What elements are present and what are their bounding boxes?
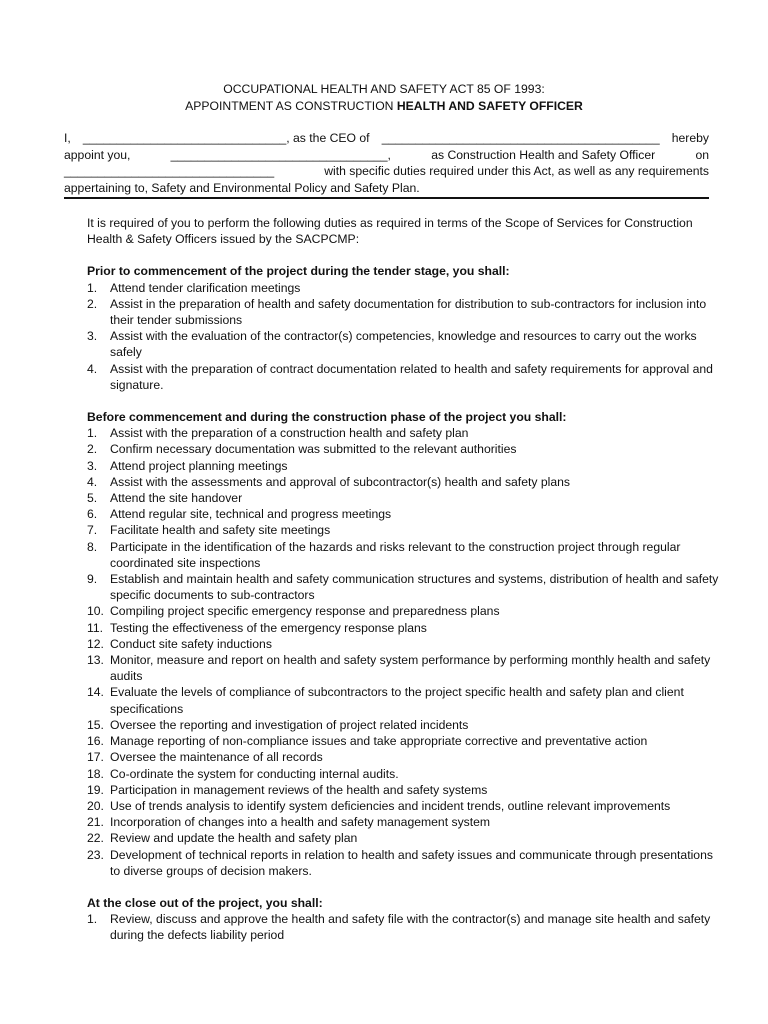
duty-number: 7. [87, 523, 98, 538]
duty-text: Compiling project specific emergency response and preparedness plans [110, 604, 500, 619]
duty-item [87, 441, 719, 457]
duty-number: 23. [87, 847, 104, 862]
duty-item [87, 620, 719, 636]
duty-number: 21. [87, 815, 104, 830]
section-heading: At the close out of the project, you shall: [87, 895, 323, 910]
duty-number: 12. [87, 636, 104, 651]
duty-number: 16. [87, 734, 104, 749]
duty-item [87, 717, 719, 733]
duty-number: 3. [87, 329, 98, 344]
duty-text: Evaluate the levels of compliance of subcontractors to the project specific health and safety plan and client specifications [110, 685, 684, 716]
duty-text: Facilitate health and safety site meetings [110, 523, 331, 538]
duty-text: Assist with the preparation of a construction health and safety plan [110, 426, 469, 441]
duty-item [87, 361, 719, 393]
appointment-line-2 [64, 147, 709, 164]
duty-item [87, 296, 719, 328]
duty-number: 6. [87, 507, 98, 522]
duty-text: Participate in the identification of the hazards and risks relevant to the construction project through regular coordinated site inspections [110, 539, 681, 570]
duty-text: Development of technical reports in relation to health and safety issues and communicate through presentations to diverse groups of decision makers. [110, 847, 713, 878]
duty-number: 9. [87, 572, 98, 587]
duty-number: 17. [87, 750, 104, 765]
appointment-text: with specific duties required under this Act, as well as any requirements [324, 164, 709, 178]
title-line-2-bold: HEALTH AND SAFETY OFFICER [396, 98, 583, 113]
duty-number: 1. [87, 426, 98, 441]
duty-item [87, 684, 719, 716]
duty-text: Incorporation of changes into a health and safety management system [110, 815, 491, 830]
appointment-text: on [695, 147, 709, 162]
duty-item [87, 280, 719, 296]
duty-number: 5. [87, 491, 98, 506]
duty-item [87, 539, 719, 571]
duty-text: Confirm necessary documentation was submitted to the relevant authorities [110, 442, 517, 457]
appointment-line-1 [64, 130, 709, 147]
appointment-text: I, [64, 131, 71, 145]
duty-item [87, 830, 719, 846]
duty-item [87, 766, 719, 782]
duty-text: Review and update the health and safety plan [110, 831, 358, 846]
duty-item [87, 814, 719, 830]
duty-number: 20. [87, 798, 104, 813]
duty-number: 13. [87, 653, 104, 668]
duty-item [87, 571, 719, 603]
appointment-statement [64, 130, 709, 196]
duty-text: Manage reporting of non-compliance issues and take appropriate corrective and preventative action [110, 734, 648, 749]
duty-item [87, 798, 719, 814]
duty-text: Use of trends analysis to identify system deficiencies and incident trends, outline relevant improvements [110, 798, 671, 813]
title-line-2-prefix: APPOINTMENT AS CONSTRUCTION [185, 98, 397, 113]
duties-list-closeout [87, 911, 719, 943]
duty-number: 22. [87, 831, 104, 846]
duty-item [87, 911, 719, 943]
appointment-line-3 [64, 163, 709, 180]
date-blank: _______________________________ [64, 164, 275, 178]
duty-text: Assist with the evaluation of the contractor(s) competencies, knowledge and resources to carry out the works safely [110, 329, 697, 360]
duty-number: 18. [87, 766, 104, 781]
duty-item [87, 782, 719, 798]
duty-text: Assist with the preparation of contract documentation related to health and safety requirements for approval and signature. [110, 361, 713, 392]
duty-number: 2. [87, 296, 98, 311]
duty-number: 3. [87, 458, 98, 473]
duty-number: 14. [87, 685, 104, 700]
duty-number: 4. [87, 361, 98, 376]
duty-text: Establish and maintain health and safety communication structures and systems, distribution of health and safety specific documents to sub-contractors [110, 572, 719, 603]
duty-number: 1. [87, 280, 98, 295]
appointee-blank: ________________________________, [170, 147, 391, 162]
duty-item [87, 474, 719, 490]
duty-text: Participation in management reviews of the health and safety systems [110, 782, 488, 797]
duty-number: 19. [87, 782, 104, 797]
intro-paragraph: It is required of you to perform the following duties as required in terms of the Scope of Services for Construction Health & Safety Officers issued by the SACPCMP: [87, 216, 693, 247]
duty-text: Co-ordinate the system for conducting internal audits. [110, 766, 399, 781]
duty-text: Oversee the maintenance of all records [110, 750, 323, 765]
duty-number: 10. [87, 604, 104, 619]
duty-text: Attend the site handover [110, 491, 243, 506]
duty-text: Testing the effectiveness of the emergency response plans [110, 620, 427, 635]
duty-text: Monitor, measure and report on health and safety system performance by performing monthly health and safety audits [110, 653, 711, 684]
duty-number: 1. [87, 912, 98, 927]
duties-body [87, 215, 719, 960]
duty-item [87, 847, 719, 879]
duty-item [87, 328, 719, 360]
appointment-text: appoint you, [64, 147, 131, 162]
duty-text: Review, discuss and approve the health and safety file with the contractor(s) and manage site health and safety during the defects liability period [110, 912, 711, 943]
duty-text: Assist in the preparation of health and safety documentation for distribution to sub-contractors for inclusion into their tender submissions [110, 296, 707, 328]
appointment-line-4: appertaining to, Safety and Environmental Policy and Safety Plan. [64, 180, 420, 195]
duty-item [87, 522, 719, 538]
duty-item [87, 490, 719, 506]
duty-text: Conduct site safety inductions [110, 636, 272, 651]
duty-number: 11. [87, 620, 104, 635]
duty-text: Attend project planning meetings [110, 458, 288, 473]
duty-number: 15. [87, 717, 104, 732]
duty-text: Assist with the assessments and approval of subcontractor(s) health and safety plans [110, 474, 570, 489]
name-blank: ______________________________, as the CEO of [82, 131, 370, 145]
appointment-text: hereby [671, 131, 709, 145]
title-line-2 [0, 98, 768, 115]
duty-number: 2. [87, 442, 98, 457]
duty-item [87, 652, 719, 684]
duty-text: Attend tender clarification meetings [110, 280, 301, 295]
header-divider [64, 197, 709, 199]
duty-number: 4. [87, 474, 98, 489]
title-line-1: OCCUPATIONAL HEALTH AND SAFETY ACT 85 OF 1993: [223, 82, 545, 96]
duty-item [87, 506, 719, 522]
duty-number: 8. [87, 539, 98, 554]
duty-item [87, 603, 719, 619]
duties-list-construction [87, 425, 719, 879]
duty-item [87, 458, 719, 474]
appointment-text: as Construction Health and Safety Officer [431, 147, 656, 162]
duty-item [87, 636, 719, 652]
section-heading: Before commencement and during the construction phase of the project you shall: [87, 410, 567, 425]
duty-text: Attend regular site, technical and progress meetings [110, 507, 392, 522]
document-title [0, 81, 768, 114]
duties-list-tender [87, 280, 719, 393]
company-blank: _________________________________________ [381, 131, 660, 145]
duty-text: Oversee the reporting and investigation of project related incidents [110, 717, 469, 732]
duty-item [87, 425, 719, 441]
duty-item [87, 749, 719, 765]
section-heading: Prior to commencement of the project during the tender stage, you shall: [87, 264, 510, 279]
duty-item [87, 733, 719, 749]
